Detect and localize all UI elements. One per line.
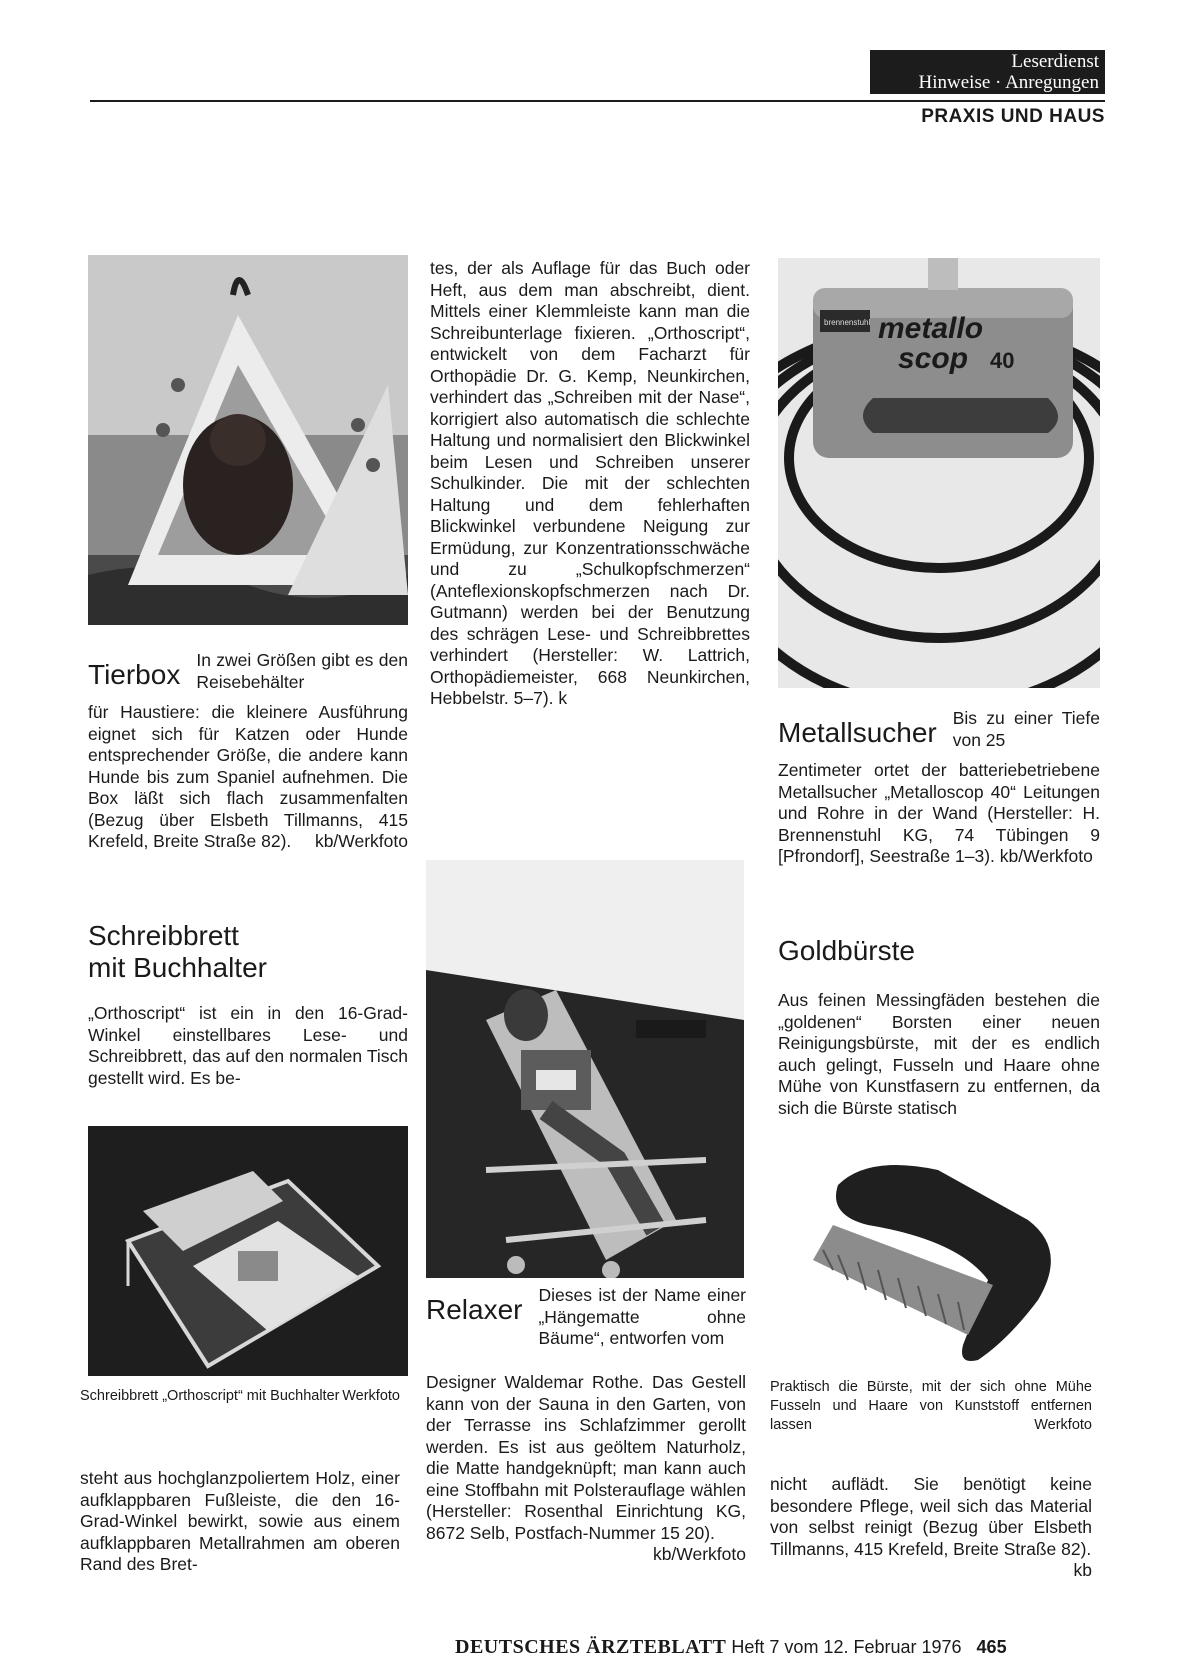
goldbuerste-text-2 [770, 1474, 1092, 1582]
relaxer-text [426, 1372, 746, 1566]
tierbox-intro [88, 650, 408, 693]
schreibbrett-caption-text: Schreibbrett „Orthoscript“ mit Buchhalter [80, 1388, 340, 1404]
metallsucher-lead: Bis zu einer Tiefe von 25 [952, 708, 1100, 750]
header-line-1: Leserdienst [1011, 51, 1099, 72]
header-label-box [870, 50, 1105, 94]
schreibbrett-text-3: tes, der als Auflage für das Buch oder Heft, aus dem man abschreibt, dient. Mittels einer Klemmleiste kann man die Schreibunterlage fixieren. „Orthoscript“, entwickelt von dem Facharzt für Orthopädie Dr. G. Kemp, Neunkirchen, verhindert das „Schreiben mit der Nase“, korrigiert also automatisch die schlechte Haltung und normalisiert den Blickwinkel beim Lesen und Schreiben unserer Schulkinder. Die mit der schlechten Haltung und dem fehlerhaften Blickwinkel verbundene Neigung zur Ermüdung, zur Konzentrationsschwäche und zu „Schulkopfschmerzen“ (Anteflexionskopfschmerzen nach Dr. Gutmann) werden bei der Benutzung des schrägen Lese- und Schreibbrettes verhindert (Hersteller: W. Lattrich, Orthopädiemeister, 668 Neunkirchen, Hebbelstr. 5–7). k [430, 258, 750, 708]
metallsucher-intro [778, 708, 1100, 751]
device-name-1: metallo [878, 312, 984, 345]
goldbuerste-end-mark: kb [1073, 1560, 1092, 1580]
writing-board-photo [88, 1126, 408, 1376]
schreibbrett-title-line-1: Schreibbrett [88, 920, 239, 951]
brush-photo [778, 1150, 1100, 1375]
schreibbrett-caption-credit: Werkfoto [342, 1388, 400, 1404]
goldbuerste-text-1: Aus feinen Messingfäden bestehen die „goldenen“ Borsten einer neuen Reinigungsbürste, mit der es endlich auch gelingt, Fusseln und Haare ohne Mühe von Kunstfasern zu entfernen, da sich die Bürste statisch [778, 990, 1100, 1118]
schreibbrett-title-line-2: mit Buchhalter [88, 952, 267, 983]
header-rule [90, 100, 1105, 102]
hammock-photo [426, 860, 744, 1278]
tierbox-title: Tierbox [88, 659, 181, 690]
goldbuerste-body-2: nicht auflädt. Sie benötigt keine besondere Pflege, weil sich das Material von selbst reinigt (Bezug über Elsbeth Tillmanns, 415 Krefeld, Breite Straße 82). [770, 1474, 1092, 1559]
device-name-2: scop [898, 342, 969, 375]
relaxer-body: Designer Waldemar Rothe. Das Gestell kann von der Sauna in den Garten, von der Terrasse ins Schlafzimmer gerollt werden. Es ist aus geöltem Naturholz, die Matte handgeknüpft; man kann auch eine Stoffbahn mit Polsterauflage wählen (Hersteller: Rosenthal Einrichtung KG, 8672 Selb, Postfach-Nummer 15 20). [426, 1372, 746, 1543]
footer [455, 1636, 1007, 1659]
page-number: 465 [976, 1637, 1007, 1657]
relaxer-intro [426, 1285, 746, 1350]
relaxer-lead: Dieses ist der Name einer „Hängematte ohne Bäume“, entworfen vom [538, 1285, 746, 1348]
schreibbrett-text-2: steht aus hochglanzpoliertem Holz, einer aufklappbaren Fußleiste, die den 16-Grad-Winkel bewirkt, sowie aus einem aufklappbaren Metallrahmen am oberen Rand des Bret- [80, 1468, 400, 1574]
goldbuerste-caption-credit: Werkfoto [1034, 1417, 1092, 1433]
header-line-2: Hinweise · Anregungen [918, 72, 1099, 93]
goldbuerste-title: Goldbürste [778, 935, 915, 966]
device-model: 40 [990, 348, 1015, 373]
schreibbrett-caption [80, 1387, 400, 1406]
issue-info: Heft 7 vom 12. Februar 1976 [731, 1637, 962, 1657]
goldbuerste-caption [770, 1378, 1092, 1435]
metal-detector-photo [778, 258, 1100, 688]
dog-carrier-photo [88, 255, 408, 625]
relaxer-credit: kb/Werkfoto [652, 1544, 746, 1564]
metallsucher-title: Metallsucher [778, 717, 937, 748]
metallsucher-text: Zentimeter ortet der batteriebetriebene Metallsucher „Metalloscop 40“ Leitungen und Rohre in der Wand (Hersteller: H. Brennenstuhl KG, 74 Tübingen 9 [Pfrondorf], Seestraße 1–3). kb/Werkfoto [778, 760, 1100, 866]
tierbox-credit: kb/Werkfoto [314, 831, 408, 851]
relaxer-title: Relaxer [426, 1294, 523, 1325]
goldbuerste-caption-text: Praktisch die Bürste, mit der sich ohne Mühe Fusseln und Haare von Kunststoff entfernen lassen [770, 1379, 1092, 1433]
schreibbrett-text-1: „Orthoscript“ ist ein in den 16-Grad-Winkel einstellbares Lese- und Schreibbrett, das auf den normalen Tisch gestellt wird. Es be- [88, 1003, 408, 1088]
journal-name: DEUTSCHES ÄRZTEBLATT [455, 1636, 727, 1658]
section-title: PRAXIS UND HAUS [921, 106, 1105, 127]
tierbox-text [88, 702, 408, 853]
tierbox-body: für Haustiere: die kleinere Ausführung eignet sich für Katzen oder Hunde entsprechender Größe, die andere kann Hunde bis zum Spaniel aufnehmen. Die Box läßt sich flach zusammenfalten (Bezug über Elsbeth Tillmanns, 415 Krefeld, Breite Straße 82). [88, 702, 408, 851]
tierbox-lead: In zwei Größen gibt es den Reisebehälter [196, 650, 408, 692]
device-brand-label: brennenstuhl [824, 318, 871, 327]
schreibbrett-title [88, 920, 408, 984]
